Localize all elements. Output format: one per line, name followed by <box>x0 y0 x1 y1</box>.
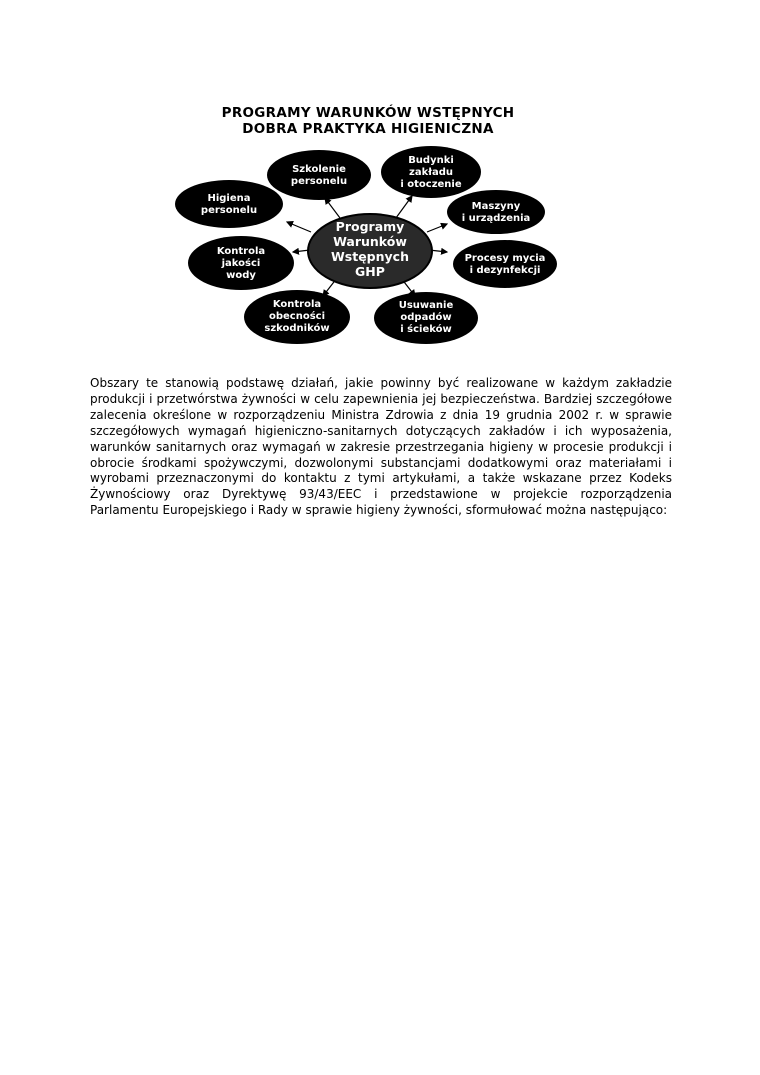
node-text: wody <box>226 270 256 281</box>
center-line-1: Programy <box>335 219 405 234</box>
node-text: jakości <box>221 258 261 269</box>
node-higiena-personelu <box>175 180 283 228</box>
center-line-3: Wstępnych <box>331 249 409 264</box>
node-text: zakładu <box>409 167 453 178</box>
node-kontrola-jakosci-wody <box>188 236 294 290</box>
node-text: Higiena <box>207 193 251 204</box>
body-paragraph: Obszary te stanowią podstawę działań, jakie powinny być realizowane w każdym zakładzie produkcji i przetwórstwa żywności w celu zapewnienia jej bezpieczeństwa. Bardziej szczegółowe zalecenia określone w rozporządzeniu Ministra Zdrowia z dnia 19 grudnia 2002 r. w sprawie szczegółowych wymagań higieniczno-sanitarnych dotyczących zakładów i ich wyposażenia, warunków sanitarnych oraz wymagań w zakresie przestrzegania higieny w procesie produkcji i obrocie środkami spożywczymi, dozwolonymi substancjami dodatkowymi oraz materiałami i wyrobami przeznaczonymi do kontaktu z tymi artykułami, a także wskazane przez Kodeks Żywnościowy oraz Dyrektywę 93/43/EEC i przedstawione w projekcie rozporządzenia Parlamentu Europejskiego i Rady w sprawie higieny żywności, sformułować można następująco: <box>90 376 672 518</box>
node-text: Kontrola <box>272 299 322 310</box>
node-text: obecności <box>268 311 326 322</box>
node-text: Procesy mycia <box>464 253 546 264</box>
node-text: Szkolenie <box>292 164 346 175</box>
node-szkolenie-personelu <box>267 150 371 200</box>
node-budynki-zakladu <box>381 146 481 198</box>
node-procesy-mycia <box>453 240 557 288</box>
ghp-diagram <box>165 100 575 350</box>
node-text: Kontrola <box>216 246 266 257</box>
node-maszyny-urzadzenia <box>447 190 545 234</box>
node-text: personelu <box>200 205 258 216</box>
node-text: Usuwanie <box>398 300 454 311</box>
diagram-title-line1: PROGRAMY WARUNKÓW WSTĘPNYCH <box>221 105 515 121</box>
node-text: Maszyny <box>471 201 521 212</box>
node-text: i ścieków <box>400 324 452 335</box>
node-text: personelu <box>290 176 348 187</box>
node-usuwanie-odpadow <box>374 292 478 344</box>
node-text: i otoczenie <box>400 179 462 190</box>
node-text: szkodników <box>264 323 330 334</box>
center-line-4: GHP <box>355 264 385 279</box>
center-line-2: Warunków <box>333 234 407 249</box>
node-kontrola-szkodnikow <box>244 290 350 344</box>
node-text: i urządzenia <box>461 213 531 224</box>
node-text: odpadów <box>400 312 452 323</box>
node-text: Budynki <box>408 155 454 166</box>
node-text: i dezynfekcji <box>469 265 541 276</box>
diagram-title-line2: DOBRA PRAKTYKA HIGIENICZNA <box>242 121 494 137</box>
center-node <box>308 214 432 288</box>
